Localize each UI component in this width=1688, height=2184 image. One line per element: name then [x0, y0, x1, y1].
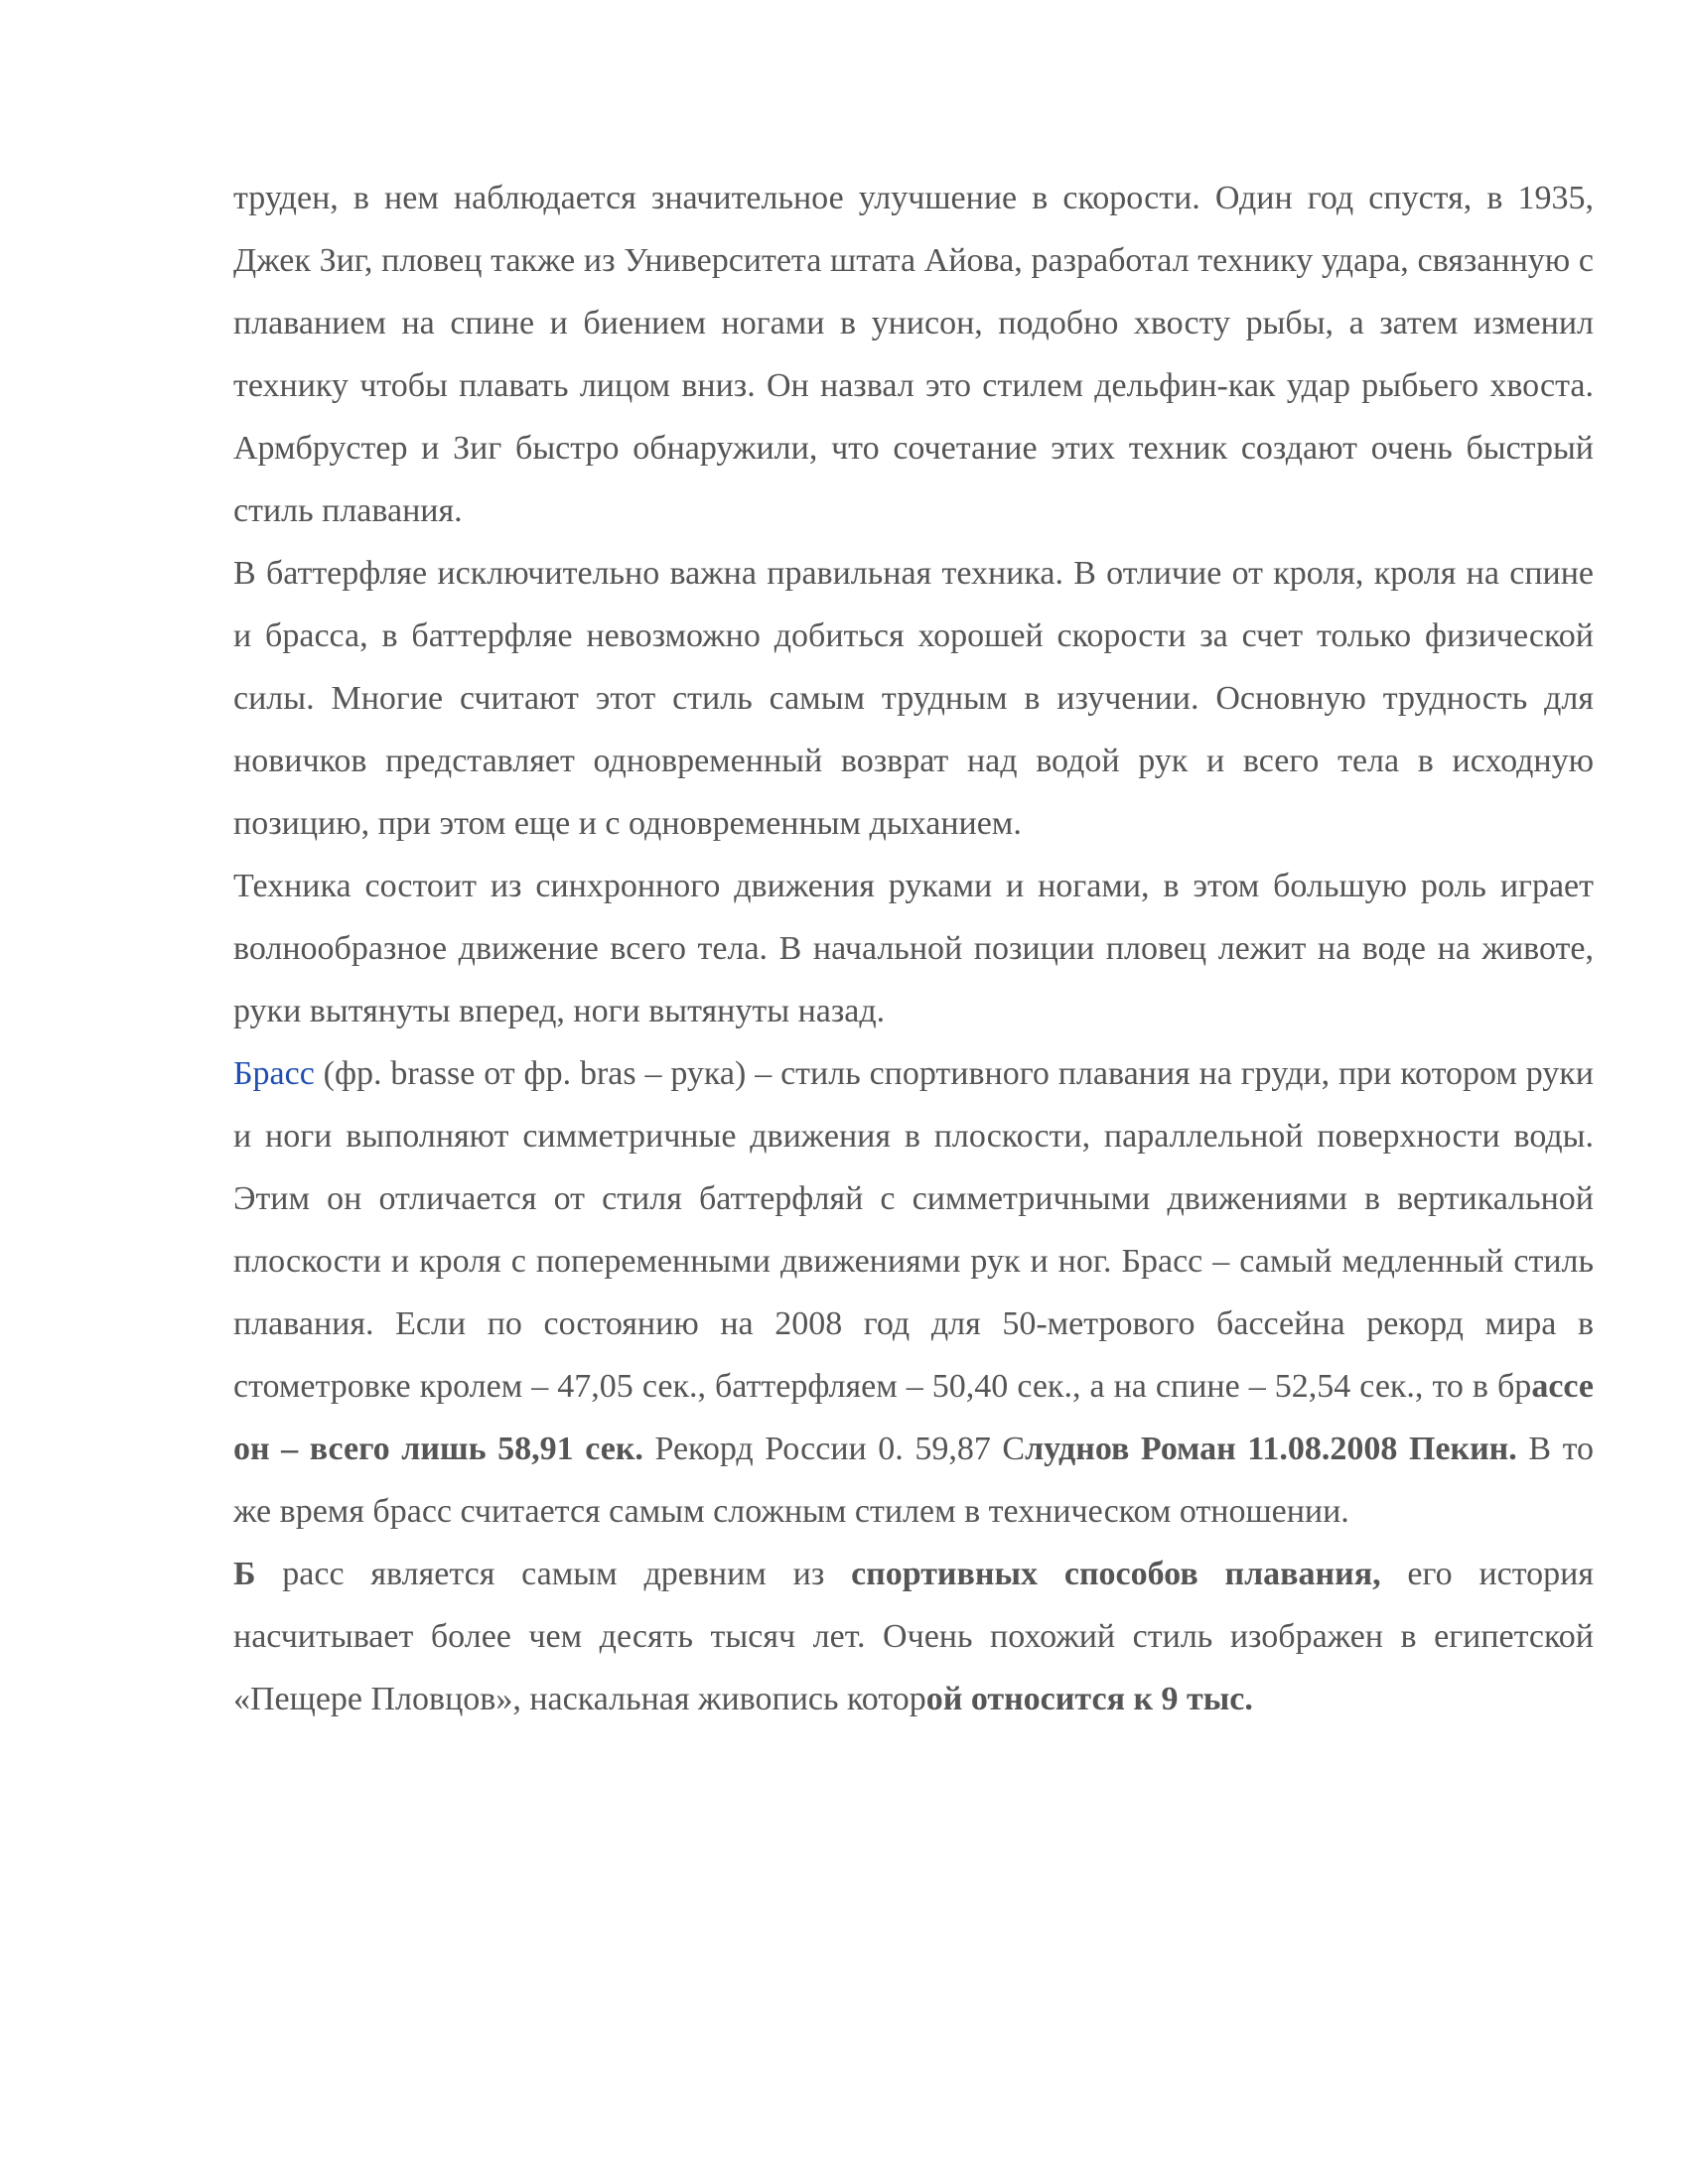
- paragraph-technique-description: [233, 855, 1594, 1042]
- text-run: В то же время брасс считается самым сложным стилем в техническом отношении.: [233, 1431, 1594, 1530]
- paragraph-text: труден, в нем наблюдается значительное улучшение в скорости. Один год спустя, в 1935, Джек Зиг, пловец также из Университета штата Айова, разработал технику удара, связанную с плаванием на спине и биением ногами в унисон, подобно хвосту рыбы, а затем изменил технику чтобы плавать лицом вниз. Он назвал это стилем дельфин-как удар рыбьего хвоста. Армбрустер и Зиг быстро обнаружили, что сочетание этих техник создают очень быстрый стиль плавания.: [233, 180, 1594, 529]
- bold-run: ой относится к 9 тыс.: [925, 1681, 1253, 1717]
- text-run: расс является самым древним из: [255, 1556, 852, 1592]
- paragraph-butterfly-technique: [233, 542, 1594, 855]
- text-run: Рекорд России 0. 59,87 С: [642, 1431, 1026, 1467]
- text-run: его история насчитывает более чем десять тысяч лет. Очень похожий стиль изображен в египетской «Пещере Пловцов», наскальная живопись котор: [233, 1556, 1594, 1717]
- bold-run: Б: [233, 1556, 256, 1592]
- text-column: [233, 167, 1594, 1730]
- text-run: (фр. brasse от фр. bras – рука) – стиль спортивного плавания на груди, при котором руки и ноги выполняют симметричные движения в плоскости, параллельной поверхности воды. Этим он отличается от стиля баттерфляй с симметричными движениями в вертикальной плоскости и кроля с попеременными движениями рук и ног. Брасс – самый медленный стиль плавания. Если по состоянию на 2008 год для 50-метрового бассейна рекорд мира в стометровке кролем – 47,05 сек., баттерфляем – 50,40 сек., а на спине – 52,54 сек., то в бр: [233, 1055, 1594, 1405]
- paragraph-text: Техника состоит из синхронного движения руками и ногами, в этом большую роль играет волнообразное движение всего тела. В начальной позиции пловец лежит на воде на животе, руки вытянуты вперед, ноги вытянуты назад.: [233, 868, 1594, 1029]
- bold-run: спортивных способов плавания,: [851, 1556, 1381, 1592]
- paragraph-breaststroke-history: [233, 1543, 1594, 1730]
- bold-run: ассе он – всего лишь 58,91 сек.: [233, 1368, 1594, 1467]
- paragraph-text: В баттерфляе исключительно важна правильная техника. В отличие от кроля, кроля на спине и брасса, в баттерфляе невозможно добиться хорошей скорости за счет только физической силы. Многие считают этот стиль самым трудным в изучении. Основную трудность для новичков представляет одновременный возврат над водой рук и всего тела в исходную позицию, при этом еще и с одновременным дыханием.: [233, 555, 1594, 842]
- paragraph-breaststroke-definition: [233, 1042, 1594, 1543]
- bold-run: луднов Роман 11.08.2008 Пекин.: [1025, 1431, 1517, 1467]
- breaststroke-link[interactable]: Брасс: [233, 1055, 315, 1092]
- paragraph-butterfly-history: [233, 167, 1594, 542]
